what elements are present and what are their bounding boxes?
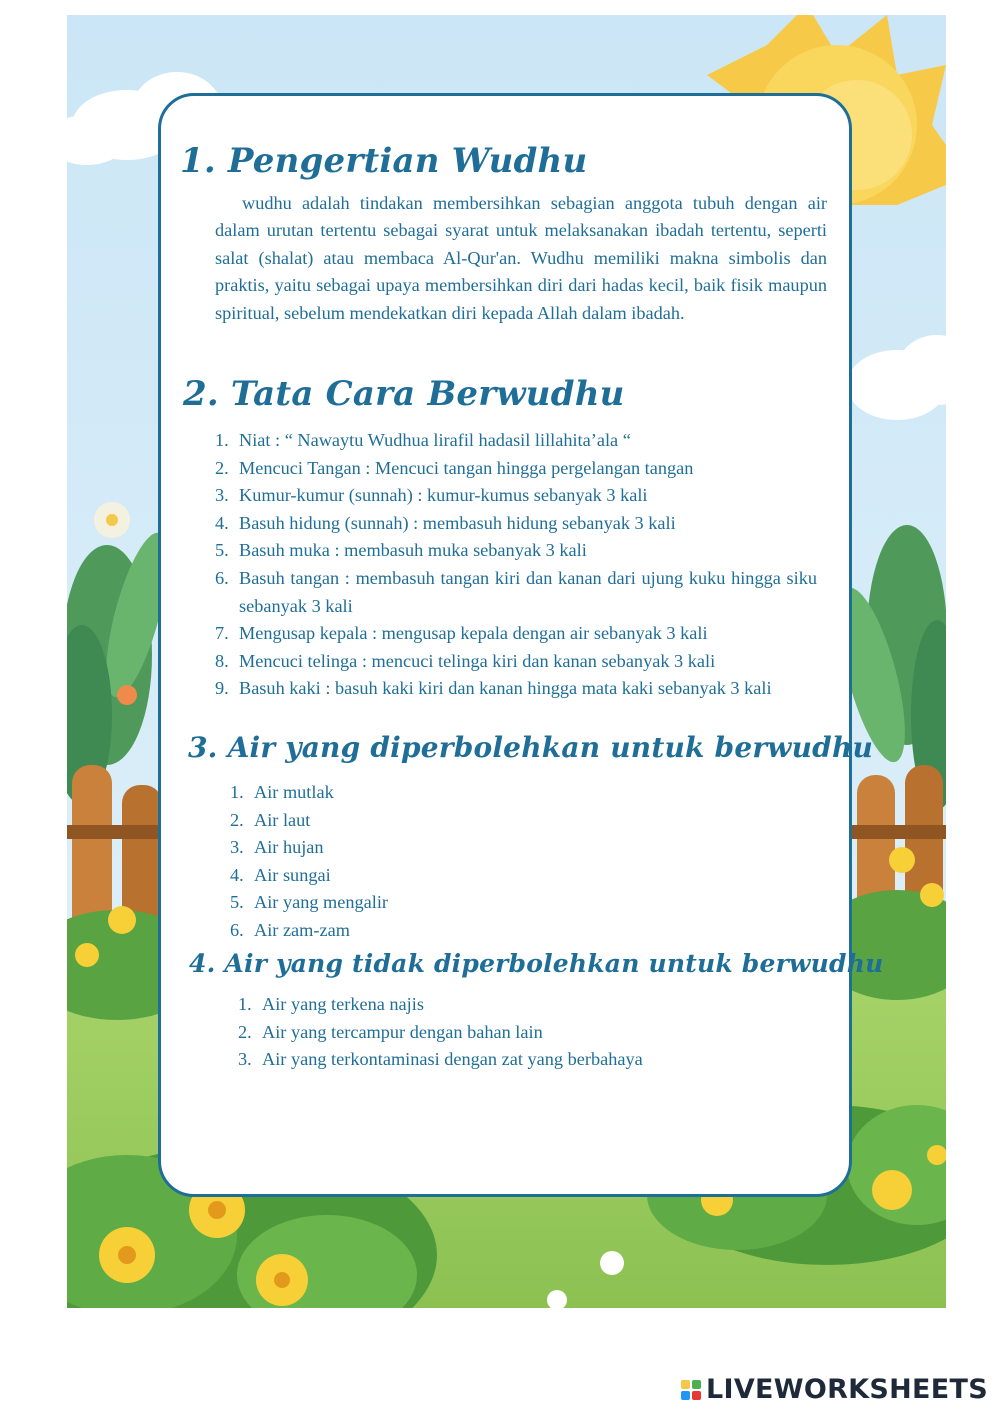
list-item: 1. Air mutlak xyxy=(230,782,334,802)
section-title-air-boleh: 3. Air yang diperbolehkan untuk berwudhu xyxy=(188,731,874,764)
list-item: 6. Basuh tangan : membasuh tangan kiri dan kanan dari ujung kuku hingga siku sebanyak 3 kali xyxy=(215,567,817,616)
list-item: 9. Basuh kaki : basuh kaki kiri dan kanan hingga mata kaki sebanyak 3 kali xyxy=(215,678,772,699)
liveworksheets-logo[interactable] xyxy=(681,1374,988,1405)
list-item: 8. Mencuci telinga : mencuci telinga kiri dan kanan sebanyak 3 kali xyxy=(215,650,716,671)
list-item: 3. Air yang terkontaminasi dengan zat yang berbahaya xyxy=(238,1049,643,1070)
list-item: 2. Mencuci Tangan : Mencuci tangan hingga pergelangan tangan xyxy=(215,457,694,478)
list-item: 7. Mengusap kepala : mengusap kepala dengan air sebanyak 3 kali xyxy=(215,623,708,644)
list-item: 1. Niat : “ Nawaytu Wudhua lirafil hadasil lillahita’ala “ xyxy=(215,430,631,450)
list-item: 5. Air yang mengalir xyxy=(230,892,389,913)
list-item: 4. Basuh hidung (sunnah) : membasuh hidung sebanyak 3 kali xyxy=(215,512,676,533)
section-title-air-tidak-boleh: 4. Air yang tidak diperbolehkan untuk berwudhu xyxy=(189,949,884,978)
list-item: 1. Air yang terkena najis xyxy=(238,994,424,1014)
list-item: 6. Air zam-zam xyxy=(230,919,350,940)
list-item: 3. Air hujan xyxy=(230,837,324,858)
section-title-tata-cara: 2. Tata Cara Berwudhu xyxy=(183,374,625,414)
list-item: 2. Air yang tercampur dengan bahan lain xyxy=(238,1021,543,1042)
list-item: 4. Air sungai xyxy=(230,864,331,885)
section-title-pengertian: 1. Pengertian Wudhu xyxy=(180,141,588,181)
brand-name: LIVEWORKSHEETS xyxy=(705,1374,988,1405)
list-item: 5. Basuh muka : membasuh muka sebanyak 3 kali xyxy=(215,540,587,561)
air-tidak-boleh-list xyxy=(238,991,798,1074)
pengertian-paragraph: wudhu adalah tindakan membersihkan sebagian anggota tubuh dengan air dalam urutan tertentu sebagai syarat untuk melaksanakan ibadah tertentu, seperti salat (shalat) atau membaca Al-Qur'an. Wudhu memiliki makna simbolis dan praktis, yaitu sebagai upaya membersihkan diri dari hadas kecil, baik fisik maupun spiritual, sebelum mendekatkan diri kepada Allah dalam ibadah. xyxy=(215,193,827,323)
air-boleh-list xyxy=(230,779,730,945)
tata-cara-list xyxy=(215,427,817,703)
liveworksheets-logo-icon xyxy=(681,1380,701,1400)
list-item: 2. Air laut xyxy=(230,809,311,830)
list-item: 3. Kumur-kumur (sunnah) : kumur-kumus sebanyak 3 kali xyxy=(215,485,648,506)
